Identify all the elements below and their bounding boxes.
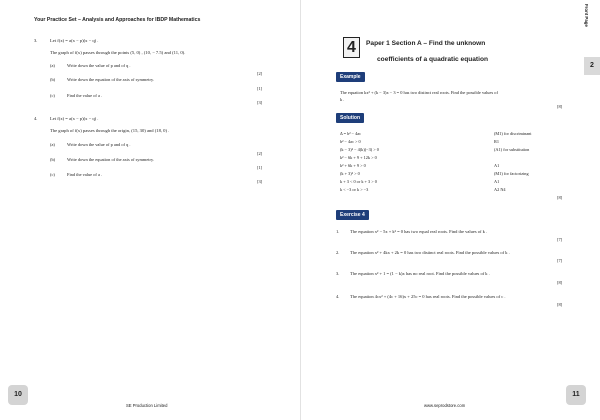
solution-note: A2 N4 [494,187,506,192]
example-label: Example [336,72,365,82]
question-info: The graph of f(x) passes through the points (5, 0) , (10, − 7.5) and (11, 0). [50,50,186,55]
exercise-number: 4. [336,294,340,299]
page-number: 10 [8,385,28,405]
marks: [3] [257,179,263,184]
marks: [2] [257,151,263,156]
front-page-tab[interactable] [584,2,598,42]
marks: [2] [257,71,263,76]
exercise-number: 1. [336,229,340,234]
exercise-number: 2. [336,250,340,255]
exercise-label: Exercise 4 [336,210,369,220]
page-footer: SE Production Limited [126,403,168,408]
solution-note: (M1) for discriminant [494,131,532,136]
part-text: Write down the equation of the axis of symmetry. [67,77,154,82]
part-label: (b) [50,77,56,82]
solution-step: k + 3 < 0 or k + 3 > 0 [340,179,377,184]
exercise-marks: [8] [557,302,563,307]
part-text: Write down the equation of the axis of symmetry. [67,157,154,162]
part-label: (b) [50,157,56,162]
question-stem: Let f(x) = a(x − p)(x − q) . [50,38,99,43]
page-footer: www.seprodstore.com [424,403,466,408]
solution-note: (M1) for factorizing [494,171,529,176]
part-label: (a) [50,142,55,147]
solution-note: A1 [494,163,500,168]
solution-step: k² − 6k + 9 + 12k > 0 [340,155,377,160]
solution-label: Solution [336,113,364,123]
solution-step: Δ = b² − 4ac [340,131,362,136]
running-title: Your Practice Set – Analysis and Approaches for IBDP Mathematics [34,17,201,23]
exercise-text: The equation x² + 4kx + 2k = 0 has two distinct real roots. Find the possible values of k . [350,250,510,255]
part-label: (a) [50,63,55,68]
question-number: 3. [34,38,38,43]
part-text: Write down the value of p and of q . [67,142,131,147]
solution-note: R1 [494,139,500,144]
section-title-line-1: Paper 1 Section A – Find the unknown [366,40,486,47]
exercise-text: The equation x² + 1 = (1 − k)x has no real root. Find the possible values of k . [350,271,490,276]
exercise-text: The equation 4cx² + (4c + 16)x + 25c = 0 has real roots. Find the possible values of c . [350,294,506,299]
question-number: 4. [34,116,38,121]
chapter-number-box: 4 [343,37,360,58]
example-marks: [8] [557,104,563,109]
solution-marks: [8] [557,195,563,200]
solution-note: A1 [494,179,500,184]
example-text-line-1: The equation kx² + (k − 3)x − 3 = 0 has two distinct real roots. Find the possible values of [340,90,498,95]
exercise-marks: [7] [557,258,563,263]
solution-step: k² + 6k + 9 > 0 [340,163,366,168]
part-label: (c) [50,172,55,177]
solution-note: (A1) for substitution [494,147,530,152]
solution-step: (k + 3)² > 0 [340,171,360,176]
part-text: Write down the value of p and of q . [67,63,131,68]
marks: [3] [257,100,263,105]
section-title-line-2: coefficients of a quadratic equation [377,56,489,63]
front-page-tab-label: Front Page [584,4,589,27]
example-text-line-2: k . [340,97,345,102]
marks: [1] [257,165,263,170]
solution-step: (k − 3)² − 4(k)(−3) > 0 [340,147,379,152]
chapter-side-tab[interactable]: 2 [584,57,600,75]
part-label: (c) [50,93,55,98]
solution-step: b² − 4ac > 0 [340,139,361,144]
part-text: Find the value of a . [67,172,103,177]
exercise-marks: [7] [557,237,563,242]
page-number: 11 [566,385,586,405]
exercise-marks: [8] [557,280,563,285]
solution-step: k < −3 or k > −3 [340,187,369,192]
question-info: The graph of f(x) passes through the origin, (15, 30) and (18, 0) . [50,128,170,133]
marks: [1] [257,86,263,91]
exercise-text: The equation x² − 5x + k² = 0 has two equal real roots. Find the values of k . [350,229,488,234]
question-stem: Let f(x) = a(x − p)(x − q) . [50,116,99,121]
part-text: Find the value of a . [67,93,103,98]
exercise-number: 3. [336,271,340,276]
